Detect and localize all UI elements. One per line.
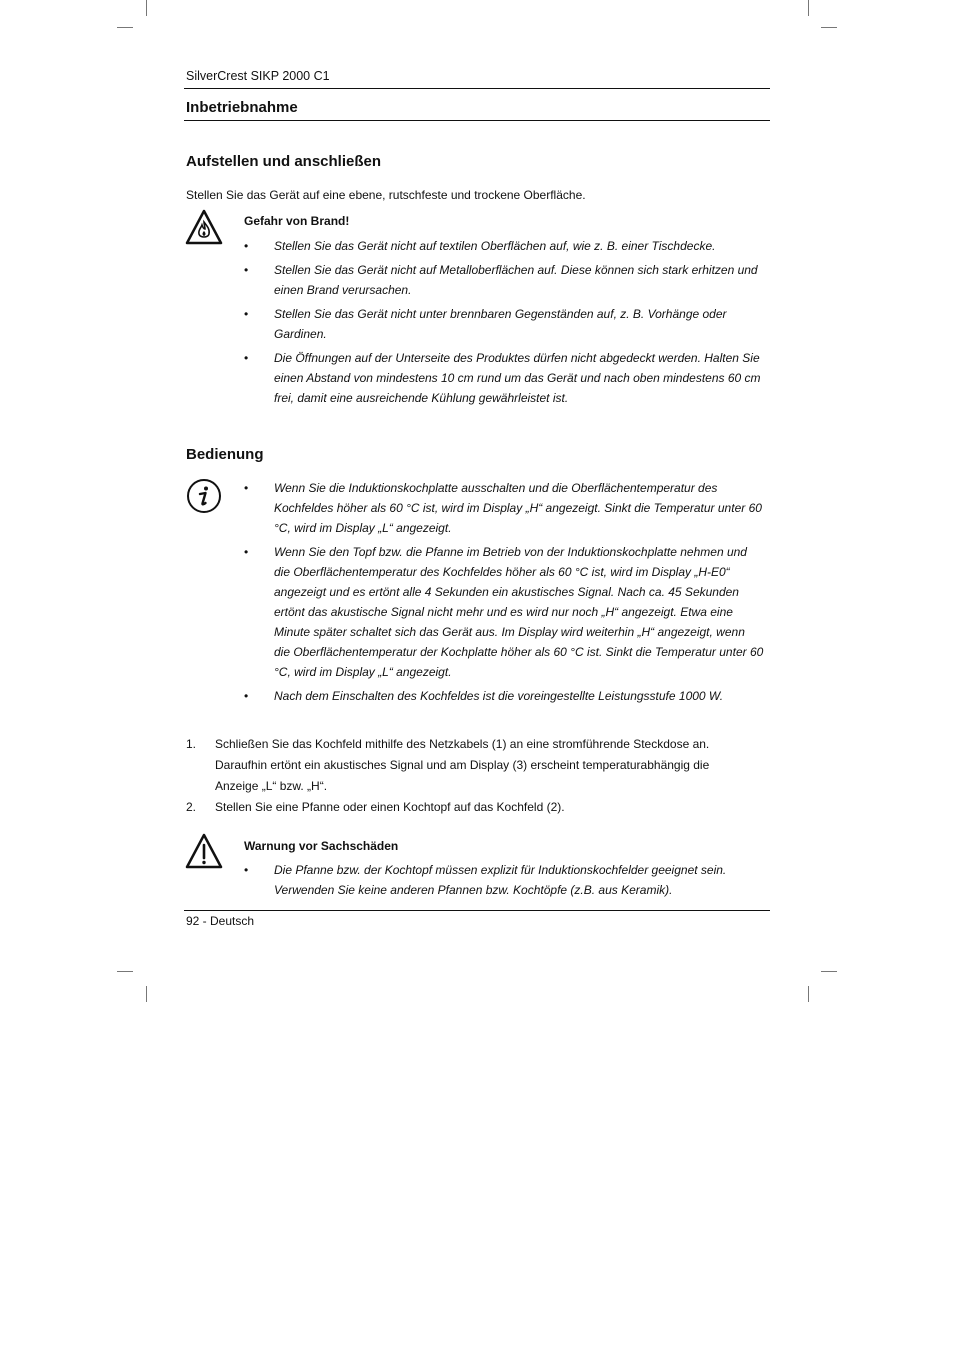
list-item: • Stellen Sie das Gerät nicht unter brennbaren Gegenständen auf, z. B. Vorhänge oder Gardinen.: [244, 307, 727, 341]
fire-warning-title: Gefahr von Brand!: [244, 214, 350, 228]
list-item: • Stellen Sie das Gerät nicht auf textilen Oberflächen auf, wie z. B. einer Tischdecke.: [244, 239, 716, 253]
crop-mark: [821, 27, 837, 28]
crop-mark: [808, 0, 809, 16]
info-icon: [185, 478, 223, 514]
step-item: 2. Stellen Sie eine Pfanne oder einen Kochtopf auf das Kochfeld (2).: [186, 800, 565, 814]
section-title: Inbetriebnahme: [186, 99, 298, 116]
setup-heading: Aufstellen und anschließen: [186, 153, 382, 170]
crop-mark: [117, 971, 133, 972]
document-header: SilverCrest SIKP 2000 C1: [186, 69, 330, 83]
crop-mark: [808, 986, 809, 1002]
fire-warning-icon: [185, 209, 223, 245]
page-footer: 92 - Deutsch: [186, 914, 255, 928]
list-item: • Wenn Sie den Topf bzw. die Pfanne im Betrieb von der Induktionskochplatte nehmen und die Oberflächentemperatur des Kochfeldes höher als 60 °C ist, wird im Display „H-E0“ angezeigt und es ertönt alle 4 Sekunden ein akustisches Signal. Nach ca. 45 Sekunden ertönt das akustische Signal nicht mehr und es wird nur noch „H“ angezeigt. Etwa eine Minute später schaltet sich das Gerät aus. Im Display wird weiterhin „H“ angezeigt, wenn die Oberflächentemperatur der Kochplatte höher als 60 °C ist. Sinkt die Temperatur unter 60 °C, wird im Display „L“ angezeigt.: [244, 545, 764, 679]
fire-warning-list: [244, 236, 764, 412]
caution-list: [244, 860, 764, 904]
step-list: [186, 734, 746, 818]
header-rule: [184, 88, 770, 89]
warning-triangle-icon: [185, 833, 223, 869]
info-list: [244, 478, 764, 710]
section-rule: [184, 120, 770, 121]
list-item: • Stellen Sie das Gerät nicht auf Metalloberflächen auf. Diese können sich stark erhitzen und einen Brand verursachen.: [244, 263, 758, 297]
list-item: • Nach dem Einschalten des Kochfeldes ist die voreingestellte Leistungsstufe 1000 W.: [244, 689, 724, 703]
crop-mark: [117, 27, 133, 28]
caution-title: Warnung vor Sachschäden: [244, 839, 399, 853]
operation-heading: Bedienung: [186, 446, 264, 463]
list-item: • Wenn Sie die Induktionskochplatte ausschalten und die Oberflächentemperatur des Kochfeldes höher als 60 °C ist, wird im Display „H“ angezeigt. Sinkt die Temperatur unter 60 °C, wird im Display „L“ angezeigt.: [244, 481, 762, 535]
crop-mark: [821, 971, 837, 972]
crop-mark: [146, 986, 147, 1002]
step-item: 1. Schließen Sie das Kochfeld mithilfe des Netzkabels (1) an eine stromführende Steckdose an. Daraufhin ertönt ein akustisches Signal und am Display (3) erscheint temperaturabhängig die Anzeige „L“ bzw. „H“.: [186, 737, 710, 793]
list-item: • Die Öffnungen auf der Unterseite des Produktes dürfen nicht abgedeckt werden. Halten Sie einen Abstand von mindestens 10 cm rund um das Gerät und nach oben mindestens 60 cm frei, damit eine ausreichende Kühlung gewährleistet ist.: [244, 351, 761, 405]
crop-mark: [146, 0, 147, 16]
list-item: • Die Pfanne bzw. der Kochtopf müssen explizit für Induktionskochfelder geeignet sein. Verwenden Sie keine anderen Pfannen bzw. Kochtöpfe (z.B. aus Keramik).: [244, 863, 727, 897]
footer-rule: [184, 910, 770, 911]
setup-intro: Stellen Sie das Gerät auf eine ebene, rutschfeste und trockene Oberfläche.: [186, 188, 586, 202]
